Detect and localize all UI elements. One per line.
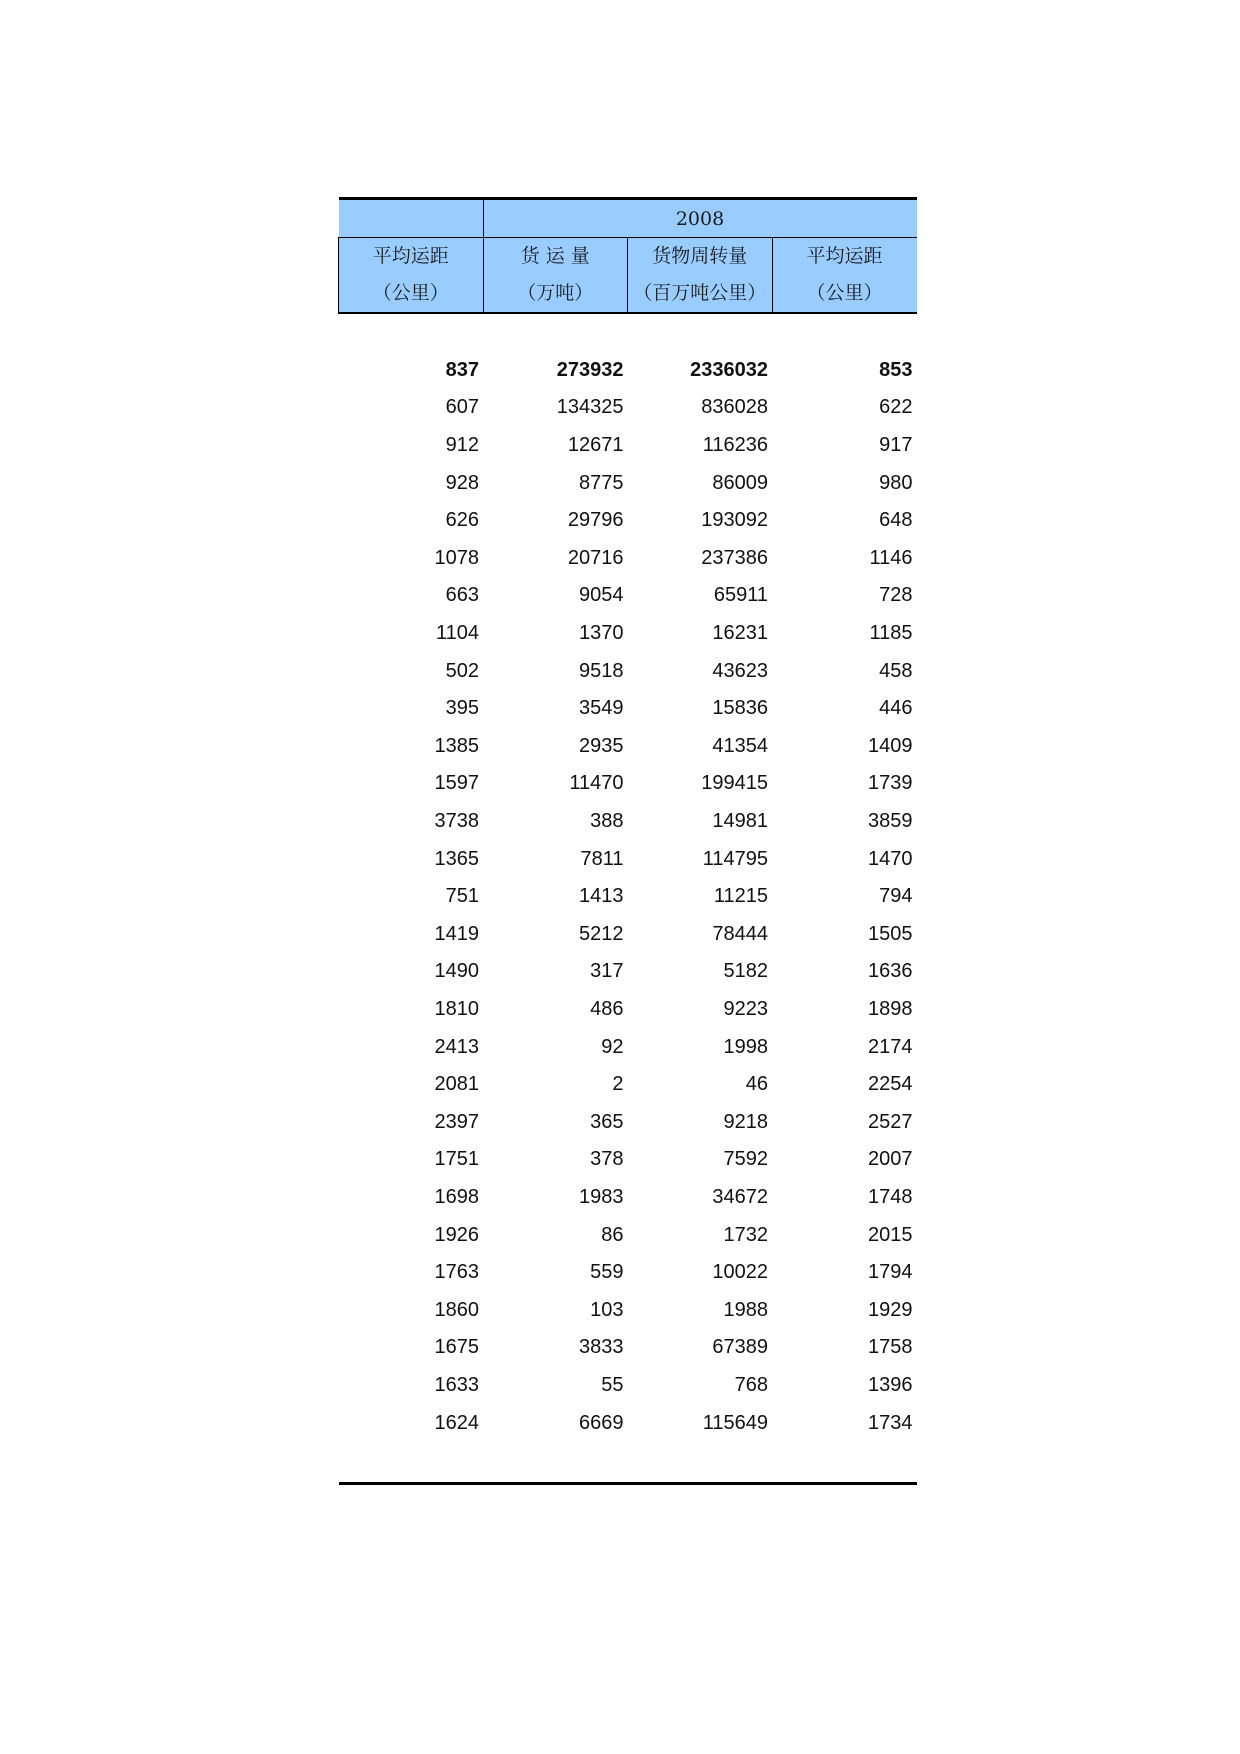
cell-freight-turnover: 15836	[712, 697, 768, 720]
table-row	[339, 1291, 917, 1329]
cell-avg-distance-prev: 1675	[434, 1336, 479, 1359]
cell-avg-distance: 1898	[868, 997, 913, 1020]
cell-avg-distance-prev: 1078	[434, 546, 479, 569]
cell-freight-turnover: 1998	[723, 1035, 768, 1058]
header-label-line1: 货物周转量	[652, 245, 748, 267]
cell-freight-turnover: 14981	[712, 810, 768, 833]
cell-avg-distance: 1185	[869, 622, 913, 645]
header-label-line2: （公里）	[806, 282, 883, 304]
header-label-line2: （公里）	[372, 282, 449, 304]
cell-freight-turnover: 34672	[712, 1185, 768, 1208]
cell-avg-distance-prev: 1810	[434, 997, 479, 1020]
cell-freight-turnover: 5182	[723, 960, 768, 983]
cell-freight-volume: 8775	[579, 471, 624, 494]
cell-avg-distance: 3859	[868, 810, 913, 833]
header-label-line1: 平均运距	[372, 245, 449, 267]
table-row	[339, 1141, 917, 1179]
cell-avg-distance: 1929	[868, 1298, 913, 1321]
table-row	[339, 690, 917, 728]
cell-freight-turnover: 86009	[712, 471, 768, 494]
cell-avg-distance-prev: 1385	[434, 734, 479, 757]
cell-avg-distance: 794	[879, 885, 913, 908]
header-freight-volume	[483, 238, 628, 314]
cell-freight-volume: 1370	[579, 622, 624, 645]
cell-freight-volume: 1413	[579, 885, 624, 908]
cell-freight-turnover: 768	[734, 1373, 768, 1396]
cell-freight-volume: 317	[590, 960, 624, 983]
cell-freight-turnover: 43623	[712, 659, 768, 682]
cell-freight-turnover: 1732	[723, 1223, 768, 1246]
table-row	[339, 615, 917, 653]
cell-avg-distance-prev: 2413	[434, 1035, 479, 1058]
cell-avg-distance-prev: 1419	[434, 922, 479, 945]
cell-freight-volume: 378	[590, 1148, 624, 1171]
cell-freight-volume: 11470	[569, 772, 624, 795]
table-row	[339, 840, 917, 878]
cell-avg-distance-prev: 626	[445, 509, 479, 532]
cell-freight-turnover: 114795	[702, 847, 768, 870]
table-row	[339, 1254, 917, 1292]
freight-table-sheet	[338, 197, 916, 1485]
cell-avg-distance-prev: 1633	[434, 1373, 479, 1396]
cell-freight-volume: 7811	[580, 847, 624, 870]
cell-freight-volume: 103	[590, 1298, 624, 1321]
cell-avg-distance-prev: 3738	[434, 810, 479, 833]
cell-freight-volume: 9054	[579, 584, 624, 607]
table-row	[339, 1404, 917, 1442]
cell-avg-distance-prev: 751	[445, 885, 479, 908]
freight-table	[338, 197, 917, 1485]
cell-avg-distance-prev: 395	[445, 697, 479, 720]
cell-avg-distance-prev: 1624	[434, 1411, 479, 1434]
cell-avg-distance: 648	[879, 509, 913, 532]
table-row	[339, 803, 917, 841]
cell-freight-turnover: 67389	[712, 1336, 768, 1359]
header-avg-distance	[772, 238, 917, 314]
header-label-row	[339, 238, 917, 314]
cell-freight-volume: 3549	[579, 697, 624, 720]
cell-freight-volume: 365	[590, 1110, 624, 1133]
cell-freight-turnover: 46	[745, 1073, 768, 1096]
cell-avg-distance-prev: 1597	[434, 772, 479, 795]
header-avg-distance-prev	[339, 238, 484, 314]
cell-avg-distance: 728	[879, 584, 913, 607]
cell-freight-volume: 92	[601, 1035, 624, 1058]
cell-freight-turnover: 11215	[713, 885, 768, 908]
cell-avg-distance-prev: 1104	[435, 622, 479, 645]
table-row	[339, 878, 917, 916]
header-label-line1: 平均运距	[806, 245, 883, 267]
cell-avg-distance-prev: 1763	[434, 1261, 479, 1284]
cell-freight-volume: 388	[590, 810, 624, 833]
cell-freight-turnover: 836028	[701, 396, 768, 419]
cell-avg-distance-prev: 1698	[434, 1185, 479, 1208]
cell-avg-distance: 446	[879, 697, 913, 720]
cell-freight-volume: 20716	[567, 546, 624, 569]
cell-avg-distance: 1505	[868, 922, 913, 945]
cell-avg-distance: 1748	[868, 1185, 913, 1208]
cell-avg-distance-prev: 837	[445, 358, 479, 381]
table-row	[339, 652, 917, 690]
cell-avg-distance: 2007	[868, 1148, 913, 1171]
cell-avg-distance: 1146	[869, 546, 913, 569]
table-row	[339, 389, 917, 427]
cell-freight-turnover: 9218	[723, 1110, 768, 1133]
cell-avg-distance: 1734	[868, 1411, 913, 1434]
cell-freight-volume: 9518	[579, 659, 624, 682]
table-row	[339, 502, 917, 540]
cell-freight-turnover: 2336032	[690, 358, 768, 381]
cell-freight-turnover: 78444	[712, 922, 768, 945]
cell-avg-distance: 980	[879, 471, 913, 494]
cell-avg-distance-prev: 1490	[434, 960, 479, 983]
cell-freight-turnover: 41354	[712, 734, 768, 757]
table-header	[339, 199, 917, 314]
cell-avg-distance: 2527	[868, 1110, 913, 1133]
cell-avg-distance-prev: 1751	[434, 1148, 479, 1171]
cell-freight-turnover: 1988	[723, 1298, 768, 1321]
cell-freight-volume: 3833	[579, 1336, 624, 1359]
header-blank-cell	[339, 199, 484, 238]
cell-avg-distance: 1636	[868, 960, 913, 983]
table-row	[339, 916, 917, 954]
cell-freight-turnover: 65911	[713, 584, 768, 607]
table-row	[339, 991, 917, 1029]
cell-freight-turnover: 199415	[701, 772, 768, 795]
header-label-line2: （万吨）	[517, 282, 594, 304]
table-row-total	[339, 352, 917, 390]
cell-freight-volume: 12671	[567, 434, 624, 457]
cell-avg-distance: 2174	[868, 1035, 913, 1058]
spacer-row	[339, 313, 917, 352]
cell-freight-volume: 559	[590, 1261, 624, 1284]
cell-avg-distance: 1396	[868, 1373, 913, 1396]
table-row	[339, 1066, 917, 1104]
table-row	[339, 464, 917, 502]
table-row	[339, 1216, 917, 1254]
cell-avg-distance-prev: 2397	[434, 1110, 479, 1133]
cell-freight-turnover: 193092	[701, 509, 768, 532]
cell-avg-distance-prev: 912	[445, 434, 479, 457]
cell-freight-volume: 29796	[567, 509, 624, 532]
cell-avg-distance-prev: 2081	[434, 1073, 479, 1096]
table-row	[339, 1329, 917, 1367]
cell-avg-distance-prev: 1365	[434, 847, 479, 870]
cell-freight-volume: 273932	[556, 358, 624, 381]
cell-avg-distance-prev: 1926	[434, 1223, 479, 1246]
cell-freight-volume: 486	[590, 997, 624, 1020]
table-row	[339, 728, 917, 766]
cell-avg-distance-prev: 1860	[434, 1298, 479, 1321]
table-row	[339, 577, 917, 615]
cell-avg-distance: 458	[879, 659, 913, 682]
cell-avg-distance: 1758	[868, 1336, 913, 1359]
table-row	[339, 540, 917, 578]
header-freight-turnover	[628, 238, 773, 314]
header-label-line2: （百万吨公里）	[633, 282, 767, 304]
cell-avg-distance: 2254	[868, 1073, 913, 1096]
cell-avg-distance: 2015	[868, 1223, 913, 1246]
header-year: 2008	[483, 199, 917, 238]
cell-freight-volume: 134325	[556, 396, 624, 419]
table-row	[339, 765, 917, 803]
table-row	[339, 427, 917, 465]
cell-freight-volume: 55	[601, 1373, 624, 1396]
cell-avg-distance: 1470	[868, 847, 913, 870]
header-year-row	[339, 199, 917, 238]
bottom-rule	[339, 1442, 917, 1484]
cell-freight-turnover: 10022	[712, 1261, 768, 1284]
cell-freight-volume: 2	[612, 1073, 624, 1096]
cell-avg-distance: 622	[879, 396, 913, 419]
cell-freight-turnover: 116236	[702, 434, 768, 457]
cell-avg-distance: 1739	[868, 772, 913, 795]
table-row	[339, 1103, 917, 1141]
cell-avg-distance: 917	[879, 434, 913, 457]
cell-freight-turnover: 9223	[723, 997, 768, 1020]
table-body	[339, 313, 917, 1442]
cell-avg-distance: 1409	[868, 734, 913, 757]
cell-freight-turnover: 115649	[702, 1411, 768, 1434]
cell-freight-volume: 2935	[579, 734, 624, 757]
cell-avg-distance-prev: 928	[445, 471, 479, 494]
table-row	[339, 953, 917, 991]
cell-avg-distance-prev: 663	[445, 584, 479, 607]
cell-freight-turnover: 7592	[723, 1148, 768, 1171]
cell-freight-volume: 1983	[579, 1185, 624, 1208]
table-row	[339, 1179, 917, 1217]
cell-freight-volume: 6669	[579, 1411, 624, 1434]
table-row	[339, 1028, 917, 1066]
cell-freight-turnover: 16231	[712, 622, 768, 645]
cell-freight-turnover: 237386	[701, 546, 768, 569]
cell-avg-distance: 853	[879, 358, 913, 381]
cell-avg-distance-prev: 607	[445, 396, 479, 419]
header-label-line1: 货 运 量	[520, 245, 590, 267]
cell-freight-volume: 5212	[579, 922, 624, 945]
cell-avg-distance: 1794	[868, 1261, 913, 1284]
table-row	[339, 1367, 917, 1405]
cell-freight-volume: 86	[601, 1223, 624, 1246]
cell-avg-distance-prev: 502	[445, 659, 479, 682]
